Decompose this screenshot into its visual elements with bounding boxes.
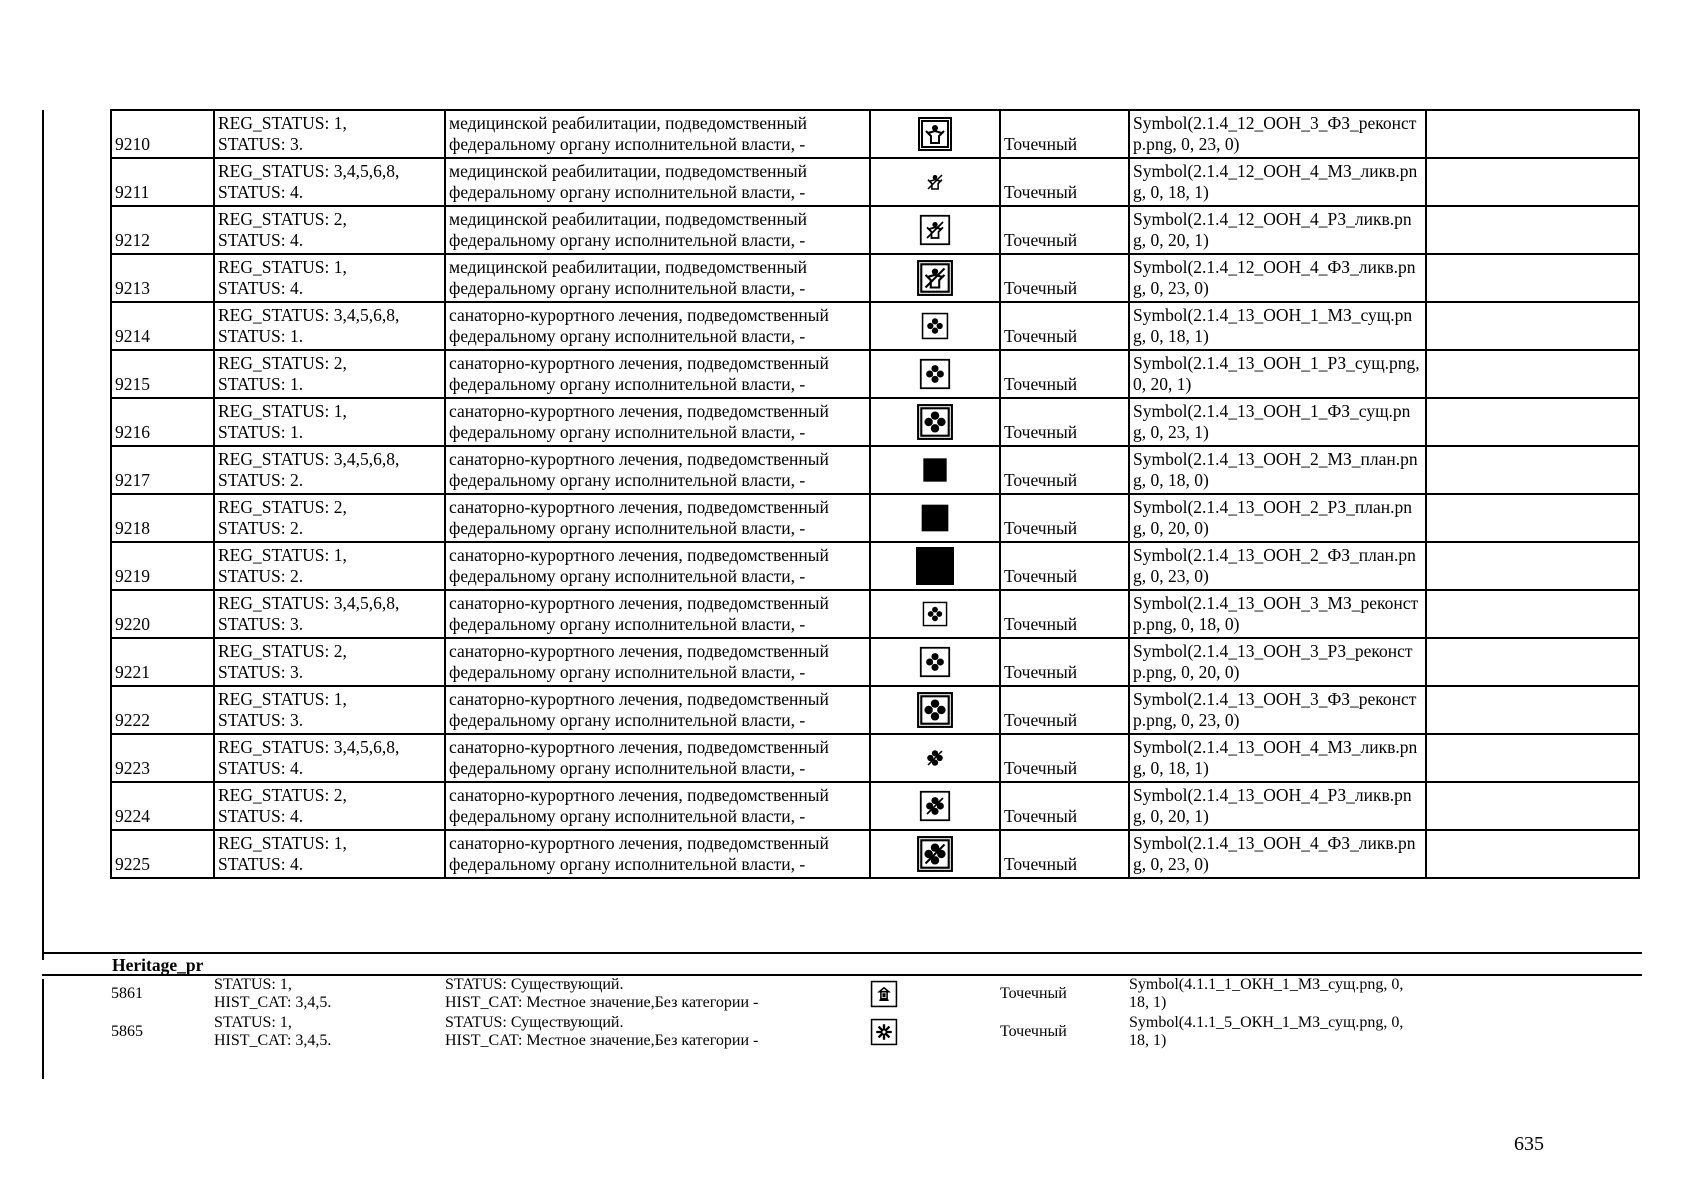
- condition-line: STATUS: 4.: [218, 278, 304, 298]
- row-description: [444, 975, 869, 1013]
- row-condition: [214, 542, 445, 590]
- heritage-ornament-icon: [870, 1018, 898, 1046]
- table-row: [111, 206, 1639, 254]
- row-id: 9211: [111, 158, 214, 206]
- condition-line: HIST_CAT: 3,4,5.: [214, 994, 332, 1011]
- description-line: санаторно-курортного лечения, подведомственный: [449, 641, 829, 661]
- description-line: федеральному органу исполнительной власти, -: [449, 230, 806, 250]
- description-line: HIST_CAT: Местное значение,Без категории -: [445, 1032, 759, 1049]
- description-line: федеральному органу исполнительной власти, -: [449, 710, 806, 730]
- row-description: [445, 686, 870, 734]
- row-condition: [214, 734, 445, 782]
- condition-line: STATUS: 2.: [218, 518, 304, 538]
- description-line: федеральному органу исполнительной власти, -: [449, 518, 806, 538]
- row-geometry-type: Точечный: [1000, 782, 1129, 830]
- clover-double-frame-icon: [916, 691, 954, 729]
- description-line: федеральному органу исполнительной власти, -: [449, 326, 806, 346]
- row-id: 9210: [111, 110, 214, 158]
- row-symbol-icon: [870, 686, 1000, 734]
- table-row: [111, 542, 1639, 590]
- condition-line: REG_STATUS: 2,: [218, 353, 347, 373]
- description-line: санаторно-курортного лечения, подведомственный: [449, 689, 829, 709]
- row-empty-cell: [1426, 686, 1639, 734]
- row-symbol-definition: Symbol(2.1.4_13_ООН_4_МЗ_ликв.png, 0, 18, 1): [1129, 734, 1426, 782]
- row-id: 9213: [111, 254, 214, 302]
- condition-line: STATUS: 4.: [218, 230, 304, 250]
- description-line: STATUS: Существующий.: [445, 1014, 624, 1031]
- row-empty-cell: [1426, 350, 1639, 398]
- row-condition: [214, 830, 445, 878]
- row-empty-cell: [1426, 830, 1639, 878]
- row-symbol-icon: [870, 398, 1000, 446]
- row-symbol-icon: [870, 254, 1000, 302]
- row-description: [445, 542, 870, 590]
- description-line: федеральному органу исполнительной власти, -: [449, 758, 806, 778]
- row-symbol-icon: [870, 734, 1000, 782]
- row-id: 5861: [111, 985, 143, 1002]
- table-row: [111, 782, 1639, 830]
- description-line: федеральному органу исполнительной власти, -: [449, 134, 806, 154]
- description-line: федеральному органу исполнительной власти, -: [449, 854, 806, 874]
- condition-line: REG_STATUS: 3,4,5,6,8,: [218, 737, 400, 757]
- black-square-small-icon: [920, 455, 950, 485]
- row-symbol-icon: [870, 350, 1000, 398]
- condition-line: REG_STATUS: 3,4,5,6,8,: [218, 305, 400, 325]
- row-description: [445, 830, 870, 878]
- condition-line: REG_STATUS: 2,: [218, 497, 347, 517]
- row-id: 9218: [111, 494, 214, 542]
- row-id: 9222: [111, 686, 214, 734]
- condition-line: REG_STATUS: 1,: [218, 257, 347, 277]
- row-id: 9221: [111, 638, 214, 686]
- condition-line: REG_STATUS: 1,: [218, 545, 347, 565]
- row-geometry-type: Точечный: [1000, 110, 1129, 158]
- left-margin-rule: [42, 110, 44, 960]
- row-symbol-definition: Symbol(2.1.4_13_ООН_4_РЗ_ликв.png, 0, 20, 1): [1129, 782, 1426, 830]
- row-condition: [214, 446, 445, 494]
- row-description: [445, 350, 870, 398]
- description-line: федеральному органу исполнительной власти, -: [449, 182, 806, 202]
- condition-line: REG_STATUS: 2,: [218, 641, 347, 661]
- clover-framed-icon: [919, 646, 951, 678]
- row-symbol-definition: Symbol(2.1.4_13_ООН_2_МЗ_план.png, 0, 18, 0): [1129, 446, 1426, 494]
- row-geometry-type: Точечный: [1000, 398, 1129, 446]
- row-empty-cell: [1426, 590, 1639, 638]
- row-symbol-definition: Symbol(2.1.4_13_ООН_1_РЗ_сущ.png, 0, 20, 1): [1129, 350, 1426, 398]
- row-empty-cell: [1426, 446, 1639, 494]
- description-line: санаторно-курортного лечения, подведомственный: [449, 545, 829, 565]
- clover-framed-icon: [919, 358, 951, 390]
- row-id: 5865: [111, 1023, 143, 1040]
- condition-line: REG_STATUS: 2,: [218, 209, 347, 229]
- table-row: [111, 686, 1639, 734]
- row-empty-cell: [1426, 734, 1639, 782]
- table-row: [111, 158, 1639, 206]
- row-geometry-type: Точечный: [1000, 638, 1129, 686]
- table-row: [111, 494, 1639, 542]
- row-empty-cell: [1426, 398, 1639, 446]
- clover-crossed-double-frame-icon: [916, 835, 954, 873]
- row-condition: [214, 782, 445, 830]
- row-symbol-definition: Symbol(2.1.4_13_ООН_1_МЗ_сущ.png, 0, 18, 1): [1129, 302, 1426, 350]
- left-margin-rule: [42, 979, 44, 1079]
- description-line: федеральному органу исполнительной власти, -: [449, 278, 806, 298]
- condition-line: REG_STATUS: 3,4,5,6,8,: [218, 161, 400, 181]
- row-id: 9217: [111, 446, 214, 494]
- row-description: [444, 1013, 869, 1051]
- row-empty-cell: [1426, 110, 1639, 158]
- section-header: [42, 952, 1642, 976]
- table-row: [111, 446, 1639, 494]
- row-description: [445, 158, 870, 206]
- row-empty-cell: [1426, 254, 1639, 302]
- row-symbol-definition: Symbol(4.1.1_5_ОКН_1_МЗ_сущ.png, 0, 18, 1): [1129, 1014, 1404, 1049]
- row-symbol-definition: Symbol(2.1.4_13_ООН_2_ФЗ_план.png, 0, 23, 0): [1129, 542, 1426, 590]
- black-square-large-icon: [916, 547, 954, 585]
- row-geometry-type: Точечный: [1000, 542, 1129, 590]
- rehab-crossed-double-frame-icon: [916, 259, 954, 297]
- clover-double-frame-icon: [916, 403, 954, 441]
- description-line: санаторно-курортного лечения, подведомственный: [449, 497, 829, 517]
- row-description: [445, 254, 870, 302]
- row-symbol-icon: [870, 494, 1000, 542]
- condition-line: STATUS: 1.: [218, 374, 304, 394]
- row-empty-cell: [1425, 1013, 1638, 1051]
- row-symbol-definition: Symbol(2.1.4_13_ООН_3_РЗ_реконстр.png, 0, 20, 0): [1129, 638, 1426, 686]
- clover-icon: [921, 312, 949, 340]
- row-description: [445, 638, 870, 686]
- description-line: санаторно-курортного лечения, подведомственный: [449, 305, 829, 325]
- heritage-symbol-table: [110, 975, 1638, 1051]
- row-condition: [213, 975, 444, 1013]
- page-number: 635: [1514, 1133, 1544, 1155]
- row-symbol-icon: [870, 206, 1000, 254]
- row-condition: [214, 398, 445, 446]
- description-line: HIST_CAT: Местное значение,Без категории -: [445, 994, 759, 1011]
- description-line: STATUS: Существующий.: [445, 976, 624, 993]
- description-line: федеральному органу исполнительной власти, -: [449, 614, 806, 634]
- description-line: медицинской реабилитации, подведомственный: [449, 113, 807, 133]
- condition-line: STATUS: 3.: [218, 614, 304, 634]
- row-condition: [214, 350, 445, 398]
- description-line: федеральному органу исполнительной власти, -: [449, 374, 806, 394]
- clover-crossed-framed-icon: [919, 790, 951, 822]
- row-symbol-icon: [870, 302, 1000, 350]
- row-geometry-type: Точечный: [1000, 302, 1129, 350]
- row-geometry-type: Точечный: [1000, 158, 1129, 206]
- description-line: федеральному органу исполнительной власти, -: [449, 806, 806, 826]
- description-line: медицинской реабилитации, подведомственный: [449, 257, 807, 277]
- row-empty-cell: [1426, 638, 1639, 686]
- row-empty-cell: [1426, 206, 1639, 254]
- condition-line: STATUS: 1,: [214, 976, 292, 993]
- table-row: [111, 302, 1639, 350]
- clover-crossed-icon: [921, 744, 949, 772]
- table-row: [111, 350, 1639, 398]
- condition-line: HIST_CAT: 3,4,5.: [214, 1032, 332, 1049]
- rehab-framed-icon: [917, 116, 953, 152]
- condition-line: REG_STATUS: 3,4,5,6,8,: [218, 593, 400, 613]
- row-symbol-icon: [870, 830, 1000, 878]
- row-id: 9219: [111, 542, 214, 590]
- condition-line: REG_STATUS: 2,: [218, 785, 347, 805]
- row-condition: [214, 206, 445, 254]
- condition-line: STATUS: 4.: [218, 758, 304, 778]
- row-id: 9220: [111, 590, 214, 638]
- description-line: санаторно-курортного лечения, подведомственный: [449, 593, 829, 613]
- row-symbol-icon: [870, 638, 1000, 686]
- row-description: [445, 206, 870, 254]
- table-row: [110, 975, 1638, 1013]
- clover-small-icon: [922, 601, 948, 627]
- row-symbol-definition: Symbol(2.1.4_13_ООН_3_ФЗ_реконстр.png, 0, 23, 0): [1129, 686, 1426, 734]
- condition-line: REG_STATUS: 3,4,5,6,8,: [218, 449, 400, 469]
- row-symbol-icon: [870, 542, 1000, 590]
- row-condition: [214, 590, 445, 638]
- symbol-table: [110, 109, 1640, 879]
- row-description: [445, 398, 870, 446]
- row-symbol-definition: Symbol(4.1.1_1_ОКН_1_МЗ_сущ.png, 0, 18, 1): [1129, 976, 1404, 1011]
- description-line: санаторно-курортного лечения, подведомственный: [449, 401, 829, 421]
- table-row: [110, 1013, 1638, 1051]
- condition-line: REG_STATUS: 1,: [218, 113, 347, 133]
- row-description: [445, 494, 870, 542]
- row-description: [445, 446, 870, 494]
- row-condition: [214, 686, 445, 734]
- heritage-monument-icon: [870, 980, 898, 1008]
- condition-line: STATUS: 3.: [218, 134, 304, 154]
- row-symbol-icon: [870, 590, 1000, 638]
- row-symbol-icon: [870, 158, 1000, 206]
- row-id: 9223: [111, 734, 214, 782]
- row-geometry-type: Точечный: [1000, 1023, 1067, 1040]
- row-description: [445, 734, 870, 782]
- row-symbol-icon: [869, 1013, 999, 1051]
- row-condition: [214, 494, 445, 542]
- row-geometry-type: Точечный: [1000, 206, 1129, 254]
- row-empty-cell: [1426, 782, 1639, 830]
- row-empty-cell: [1426, 542, 1639, 590]
- row-id: 9216: [111, 398, 214, 446]
- row-symbol-definition: Symbol(2.1.4_12_ООН_4_ФЗ_ликв.png, 0, 23, 0): [1129, 254, 1426, 302]
- row-empty-cell: [1425, 975, 1638, 1013]
- row-symbol-icon: [870, 782, 1000, 830]
- row-condition: [214, 158, 445, 206]
- table-row: [111, 398, 1639, 446]
- row-description: [445, 590, 870, 638]
- row-geometry-type: Точечный: [1000, 446, 1129, 494]
- row-id: 9215: [111, 350, 214, 398]
- rehab-crossed-framed-icon: [919, 214, 951, 246]
- row-empty-cell: [1426, 158, 1639, 206]
- condition-line: STATUS: 4.: [218, 854, 304, 874]
- description-line: санаторно-курортного лечения, подведомственный: [449, 833, 829, 853]
- description-line: федеральному органу исполнительной власти, -: [449, 566, 806, 586]
- row-geometry-type: Точечный: [1000, 686, 1129, 734]
- condition-line: STATUS: 4.: [218, 806, 304, 826]
- description-line: санаторно-курортного лечения, подведомственный: [449, 737, 829, 757]
- table-row: [111, 254, 1639, 302]
- table-row: [111, 734, 1639, 782]
- row-condition: [214, 302, 445, 350]
- row-symbol-definition: Symbol(2.1.4_12_ООН_4_РЗ_ликв.png, 0, 20, 1): [1129, 206, 1426, 254]
- table-row: [111, 590, 1639, 638]
- row-empty-cell: [1426, 302, 1639, 350]
- row-condition: [214, 110, 445, 158]
- row-symbol-icon: [870, 446, 1000, 494]
- description-line: медицинской реабилитации, подведомственный: [449, 161, 807, 181]
- description-line: федеральному органу исполнительной власти, -: [449, 662, 806, 682]
- row-description: [445, 782, 870, 830]
- condition-line: STATUS: 3.: [218, 662, 304, 682]
- description-line: санаторно-курортного лечения, подведомственный: [449, 353, 829, 373]
- row-condition: [213, 1013, 444, 1051]
- description-line: санаторно-курортного лечения, подведомственный: [449, 785, 829, 805]
- description-line: федеральному органу исполнительной власти, -: [449, 470, 806, 490]
- row-symbol-definition: Symbol(2.1.4_12_ООН_3_ФЗ_реконстр.png, 0, 23, 0): [1129, 110, 1426, 158]
- table-row: [111, 638, 1639, 686]
- row-geometry-type: Точечный: [1000, 590, 1129, 638]
- row-geometry-type: Точечный: [1000, 494, 1129, 542]
- row-symbol-definition: Symbol(2.1.4_12_ООН_4_МЗ_ликв.png, 0, 18, 1): [1129, 158, 1426, 206]
- description-line: федеральному органу исполнительной власти, -: [449, 422, 806, 442]
- condition-line: STATUS: 1.: [218, 422, 304, 442]
- condition-line: REG_STATUS: 1,: [218, 833, 347, 853]
- description-line: медицинской реабилитации, подведомственный: [449, 209, 807, 229]
- section-label: Heritage_pr: [112, 955, 204, 975]
- row-condition: [214, 638, 445, 686]
- row-description: [445, 110, 870, 158]
- condition-line: STATUS: 1,: [214, 1014, 292, 1031]
- black-square-medium-icon: [919, 502, 951, 534]
- row-id: 9225: [111, 830, 214, 878]
- description-line: санаторно-курортного лечения, подведомственный: [449, 449, 829, 469]
- row-geometry-type: Точечный: [1000, 985, 1067, 1002]
- row-description: [445, 302, 870, 350]
- condition-line: REG_STATUS: 1,: [218, 401, 347, 421]
- row-condition: [214, 254, 445, 302]
- condition-line: STATUS: 4.: [218, 182, 304, 202]
- condition-line: STATUS: 2.: [218, 470, 304, 490]
- condition-line: STATUS: 2.: [218, 566, 304, 586]
- row-symbol-definition: Symbol(2.1.4_13_ООН_4_ФЗ_ликв.png, 0, 23, 0): [1129, 830, 1426, 878]
- row-symbol-definition: Symbol(2.1.4_13_ООН_1_ФЗ_сущ.png, 0, 23, 1): [1129, 398, 1426, 446]
- rehab-crossed-icon: [921, 168, 949, 196]
- row-geometry-type: Точечный: [1000, 254, 1129, 302]
- row-id: 9212: [111, 206, 214, 254]
- row-symbol-definition: Symbol(2.1.4_13_ООН_2_РЗ_план.png, 0, 20, 0): [1129, 494, 1426, 542]
- row-geometry-type: Точечный: [1000, 830, 1129, 878]
- row-symbol-icon: [869, 975, 999, 1013]
- row-geometry-type: Точечный: [1000, 734, 1129, 782]
- table-row: [111, 110, 1639, 158]
- row-symbol-definition: Symbol(2.1.4_13_ООН_3_МЗ_реконстр.png, 0, 18, 0): [1129, 590, 1426, 638]
- row-id: 9224: [111, 782, 214, 830]
- condition-line: REG_STATUS: 1,: [218, 689, 347, 709]
- row-geometry-type: Точечный: [1000, 350, 1129, 398]
- row-id: 9214: [111, 302, 214, 350]
- row-symbol-icon: [870, 110, 1000, 158]
- condition-line: STATUS: 3.: [218, 710, 304, 730]
- table-row: [111, 830, 1639, 878]
- condition-line: STATUS: 1.: [218, 326, 304, 346]
- row-empty-cell: [1426, 494, 1639, 542]
